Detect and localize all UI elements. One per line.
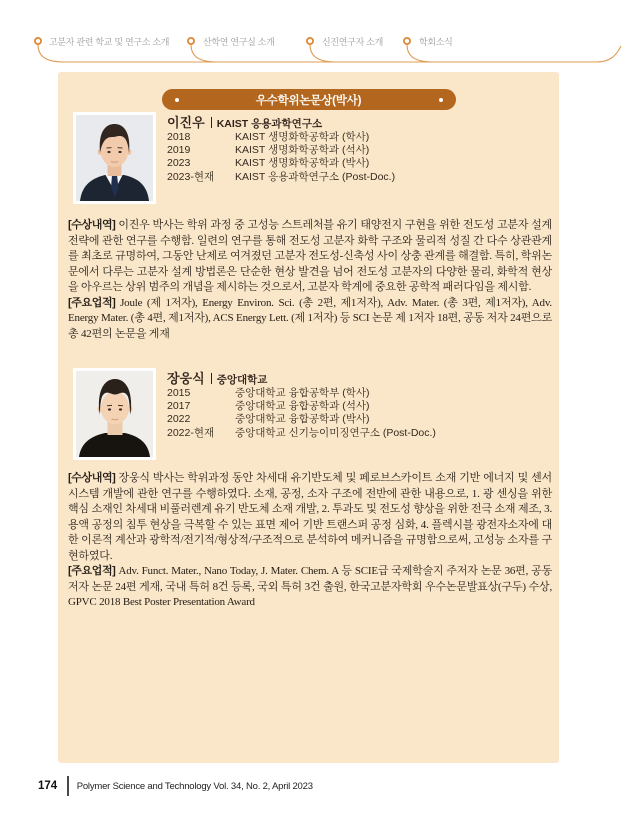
nav-bullet-icon xyxy=(188,38,194,44)
profile-photo xyxy=(73,368,156,460)
page-footer xyxy=(38,775,313,797)
education-year: 2022 xyxy=(167,413,191,426)
education-detail: 중앙대학교 융합공학부 (학사) xyxy=(235,387,370,399)
profile-affiliation: KAIST 응용과학연구소 xyxy=(216,118,323,130)
achievement-summary: [주요업적] Adv. Funct. Mater., Nano Today, J. Mater. Chem. A 등 SCIE급 국제학술지 주저자 논문 36편, 공동저자 논문 24편 게재, 국내 특허 8건 등록, 국외 특허 3건 출원, 한국고분자학회 우수논문발표상(구두) 수상, GPVC 2018 Best Poster Presentation Award xyxy=(68,565,552,608)
education-detail: KAIST 응용과학연구소 (Post-Doc.) xyxy=(235,170,396,183)
nav-item-society-news: 학회소식 xyxy=(419,37,453,47)
education-detail: KAIST 생명화학공학과 (석사) xyxy=(235,144,370,157)
education-list xyxy=(167,387,436,440)
award-summary-label: [수상내역] xyxy=(68,472,116,484)
education-row xyxy=(167,387,436,400)
education-row xyxy=(167,171,395,184)
achievement-summary-label: [주요업적] xyxy=(68,296,116,309)
nav-bullet-icon xyxy=(35,38,41,44)
education-row xyxy=(167,427,436,440)
education-detail: KAIST 생명화학공학과 (학사) xyxy=(235,131,370,143)
education-list xyxy=(167,131,395,184)
award-summary: [수상내역] 장웅식 박사는 학위과정 동안 차세대 유기반도체 및 페로브스카이트 소재 기반 에너지 및 센서 시스템 개발에 관한 연구를 수행하였다. 소재, 공정, 소자 구조에 전반에 관한 내용으로, 1. 광 센싱을 위한 핵심 소재인 차세대 비풀러렌계 유기 반도체 소재 개발, 2. 투과도 및 전도성 향상을 위한 전극 소재 제조, 3. 용액 공정의 침투 현상을 극복할 수 있는 표면 제어 기반 트랜스퍼 공정 심화, 4. 플렉시블 광전자소자에 대한 이론적 계산과 광학적/전기적/형상적/구조적으로 분석하여 메커니즘을 규명함으로써, 고성능 소자를 구현하였다. xyxy=(68,472,552,562)
nav-item-researchers: 신진연구자 소개 xyxy=(322,37,383,47)
education-year: 2023-현재 xyxy=(167,170,215,183)
education-year: 2019 xyxy=(167,144,191,157)
award-summary-label: [수상내역] xyxy=(68,219,116,231)
profile-description xyxy=(68,471,552,611)
profile-description xyxy=(68,218,552,342)
profile-photo xyxy=(73,112,156,204)
content-panel xyxy=(58,72,559,763)
footer-divider xyxy=(67,776,69,796)
profile-name: 장웅식 xyxy=(167,371,205,386)
profile-name: 이진우 xyxy=(167,115,205,130)
nav-bullet-icon xyxy=(404,38,410,44)
journal-title: Polymer Science and Technology Vol. 34, No. 2, April 2023 xyxy=(76,780,313,792)
education-row xyxy=(167,144,395,157)
banner-dot-icon xyxy=(439,98,443,102)
education-row xyxy=(167,400,436,413)
achievement-summary-label: [주요업적] xyxy=(68,565,116,577)
nav-bullet-icon xyxy=(307,38,313,44)
page-number: 174 xyxy=(38,780,58,792)
education-row xyxy=(167,131,395,144)
award-title-banner xyxy=(162,89,456,110)
education-year: 2023 xyxy=(167,157,191,170)
profile-affiliation: 중앙대학교 xyxy=(216,374,268,386)
education-year: 2017 xyxy=(167,400,191,413)
education-year: 2022-현재 xyxy=(167,426,215,439)
education-row xyxy=(167,413,436,426)
name-divider xyxy=(211,373,212,384)
education-row xyxy=(167,157,395,170)
education-year: 2015 xyxy=(167,387,191,399)
achievement-summary: [주요업적] Joule (제 1저자), Energy Environ. Sci. (총 2편, 제1저자), Adv. Mater. (총 3편, 제1저자), Adv. Energy Mater. (총 4편, 제1저자), ACS Energy Lett. (제 1저자) 등 SCI 논문 제 1저자 18편, 공동 저자 24편으로 총 42편의 논문을 게재 xyxy=(68,296,552,340)
education-year: 2018 xyxy=(167,131,191,143)
education-detail: 중앙대학교 융합공학과 (석사) xyxy=(235,400,370,413)
name-divider xyxy=(211,117,212,128)
banner-dot-icon xyxy=(175,98,179,102)
award-title: 우수학위논문상(박사) xyxy=(255,94,362,107)
education-detail: 중앙대학교 융합공학과 (박사) xyxy=(235,413,370,426)
nav-item-schools: 고분자 관련 학교 및 연구소 소개 xyxy=(49,37,170,47)
nav-item-labs: 산학연 연구실 소개 xyxy=(203,37,275,47)
profile-name-line xyxy=(167,112,322,131)
profile-name-line xyxy=(167,368,267,387)
award-summary: [수상내역] 이진우 박사는 학위 과정 중 고성능 스트레처블 유기 태양전지 구현을 위한 전도성 고분자 설계 전략에 관한 연구를 수행함. 일련의 연구를 통해 전도성 고분자 화학 구조와 물리적 성질 간 다수 상관관계를 최초로 규명하여, 그동안 난제로 여겨졌던 고분자 전도성-신축성 사이 상충 관계를 해결함. 특히, 학위논문에서 다루는 고분자 설계 방법론은 단순한 현상 발견을 넘어 전도성 고분자의 다양한 물리, 화학적 현상을 아우르는 상위 범주의 개념을 제시하는 것으로서, 고분자 학계에 중요한 공학적 패러다임을 제시함. xyxy=(68,219,552,293)
education-detail: KAIST 생명화학공학과 (박사) xyxy=(235,157,370,170)
education-detail: 중앙대학교 신기능이미징연구소 (Post-Doc.) xyxy=(235,426,436,439)
